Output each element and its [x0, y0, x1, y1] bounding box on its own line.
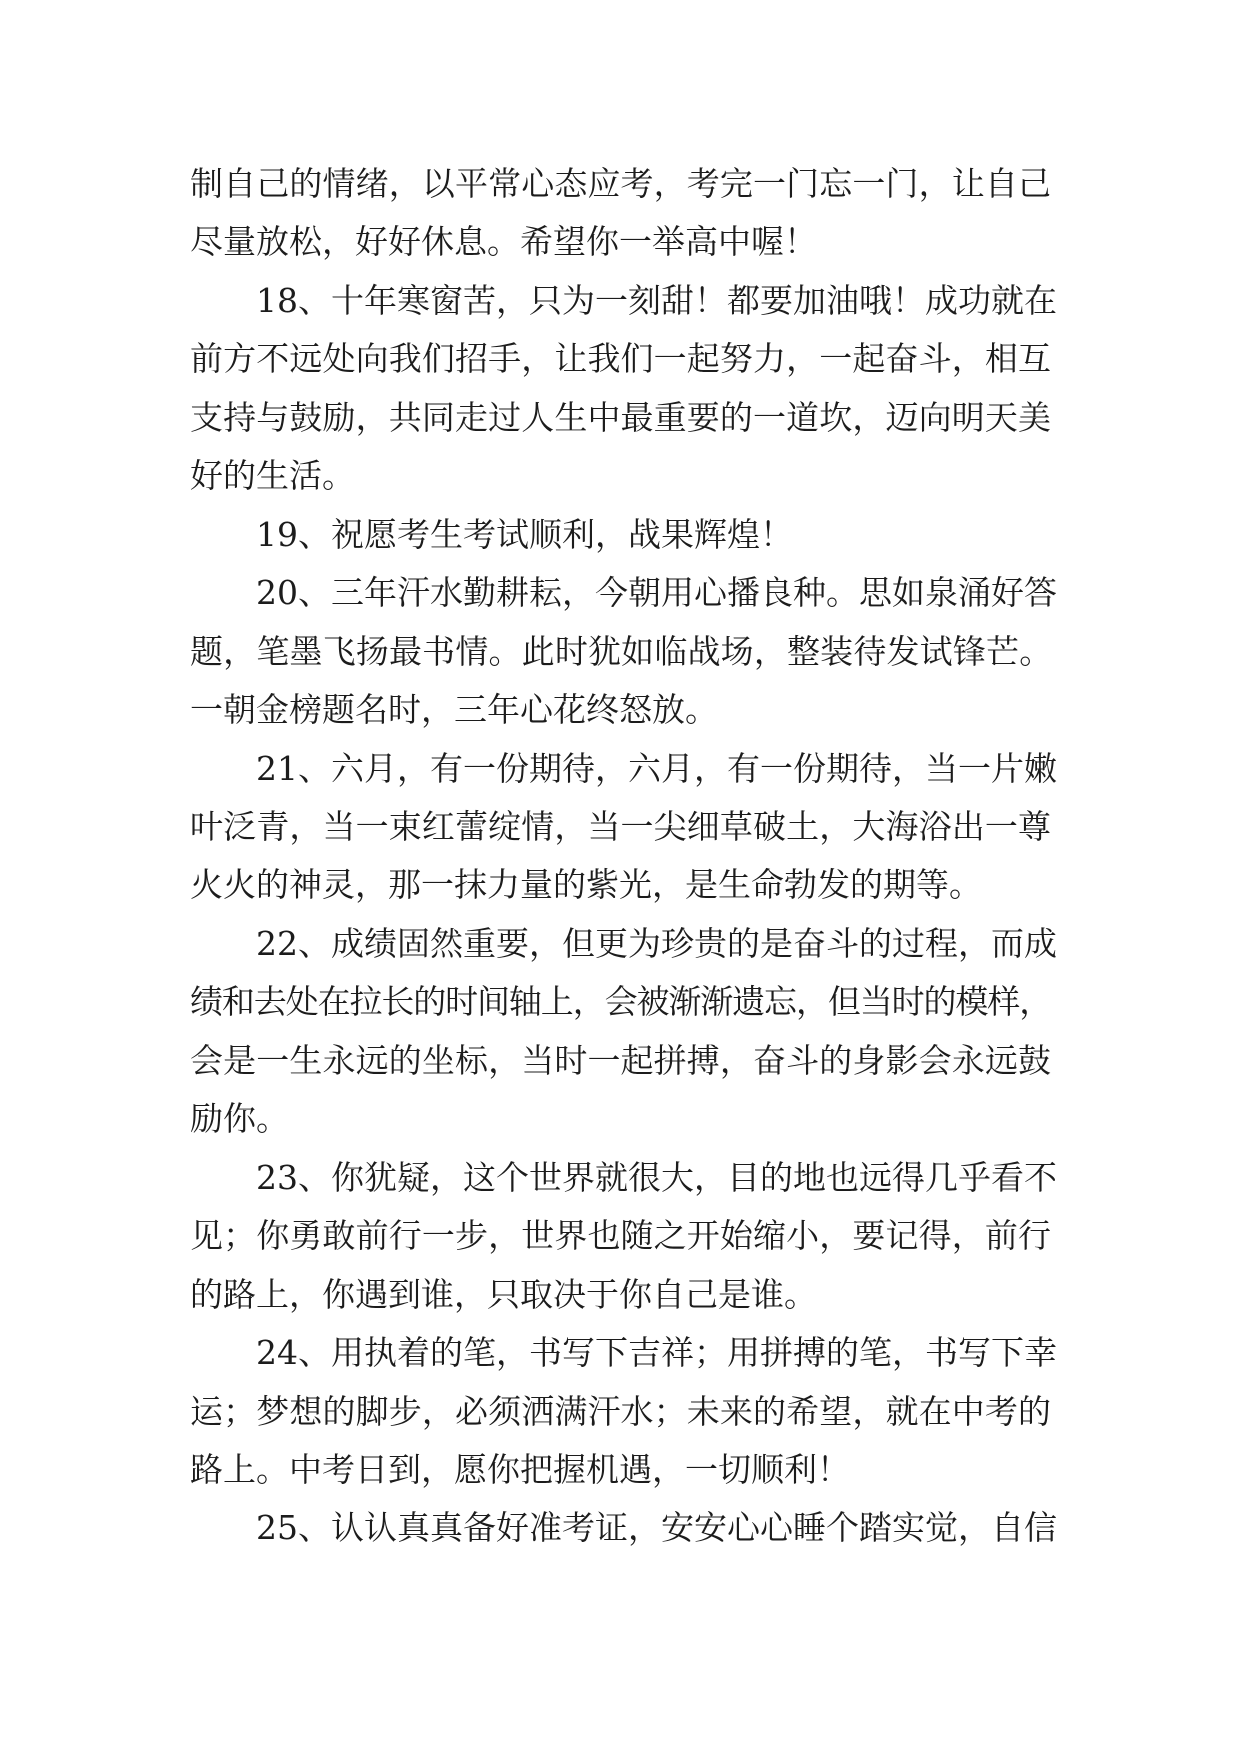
text-line: 一朝金榜题名时，三年心花终怒放。 — [190, 690, 718, 730]
text-line: 23、你犹疑，这个世界就很大，目的地也远得几乎看不 — [256, 1157, 1057, 1197]
paragraph-22 — [190, 915, 1057, 1149]
paragraph-19 — [190, 506, 1051, 564]
text-line: 24、用执着的笔，书写下吉祥；用拼搏的笔，书写下幸 — [256, 1333, 1057, 1373]
text-line: 支持与鼓励，共同走过人生中最重要的一道坎，迈向明天美 — [190, 397, 1051, 437]
paragraph-23 — [190, 1149, 1057, 1324]
text-line: 19、祝愿考生考试顺利，战果辉煌！ — [256, 514, 793, 554]
text-line: 会是一生永远的坐标，当时一起拼搏，奋斗的身影会永远鼓 — [190, 1040, 1051, 1080]
text-line: 21、六月，有一份期待，六月，有一份期待，当一片嫩 — [256, 748, 1057, 788]
paragraph-24 — [190, 1324, 1057, 1499]
paragraph-21 — [190, 740, 1057, 915]
text-line: 的路上，你遇到谁，只取决于你自己是谁。 — [190, 1274, 817, 1314]
paragraph-25 — [190, 1499, 1057, 1557]
text-line: 路上。中考日到，愿你把握机遇，一切顺利！ — [190, 1449, 850, 1489]
text-line: 制自己的情绪，以平常心态应考，考完一门忘一门，让自己 — [190, 164, 1051, 203]
text-line: 火火的神灵，那一抹力量的紫光，是生命勃发的期等。 — [190, 865, 982, 905]
text-line: 叶泛青，当一束红蕾绽情，当一尖细草破土，大海浴出一尊 — [190, 806, 1051, 846]
paragraph-continued — [190, 155, 1051, 272]
text-line: 见；你勇敢前行一步，世界也随之开始缩小，要记得，前行 — [190, 1216, 1051, 1256]
text-line: 运；梦想的脚步，必须洒满汗水；未来的希望，就在中考的 — [190, 1391, 1051, 1431]
text-line: 22、成绩固然重要，但更为珍贵的是奋斗的过程，而成 — [256, 923, 1057, 963]
text-line: 励你。 — [190, 1099, 289, 1139]
text-line: 题，笔墨飞扬最书情。此时犹如临战场，整装待发试锋芒。 — [190, 631, 1051, 671]
text-line: 18、十年寒窗苦，只为一刻甜！都要加油哦！成功就在 — [256, 280, 1057, 320]
text-line: 尽量放松，好好休息。希望你一举高中喔！ — [190, 222, 817, 262]
body-text — [190, 155, 1057, 1558]
paragraph-18 — [190, 272, 1057, 506]
text-line: 20、三年汗水勤耕耘，今朝用心播良种。思如泉涌好答 — [256, 573, 1057, 613]
text-line: 好的生活。 — [190, 456, 355, 496]
text-line: 前方不远处向我们招手，让我们一起努力，一起奋斗，相互 — [190, 339, 1051, 379]
text-line: 绩和去处在拉长的时间轴上，会被渐渐遗忘，但当时的模样， — [190, 982, 1051, 1022]
text-line: 25、认认真真备好准考证，安安心心睡个踏实觉，自信 — [256, 1508, 1057, 1548]
paragraph-20 — [190, 564, 1057, 739]
